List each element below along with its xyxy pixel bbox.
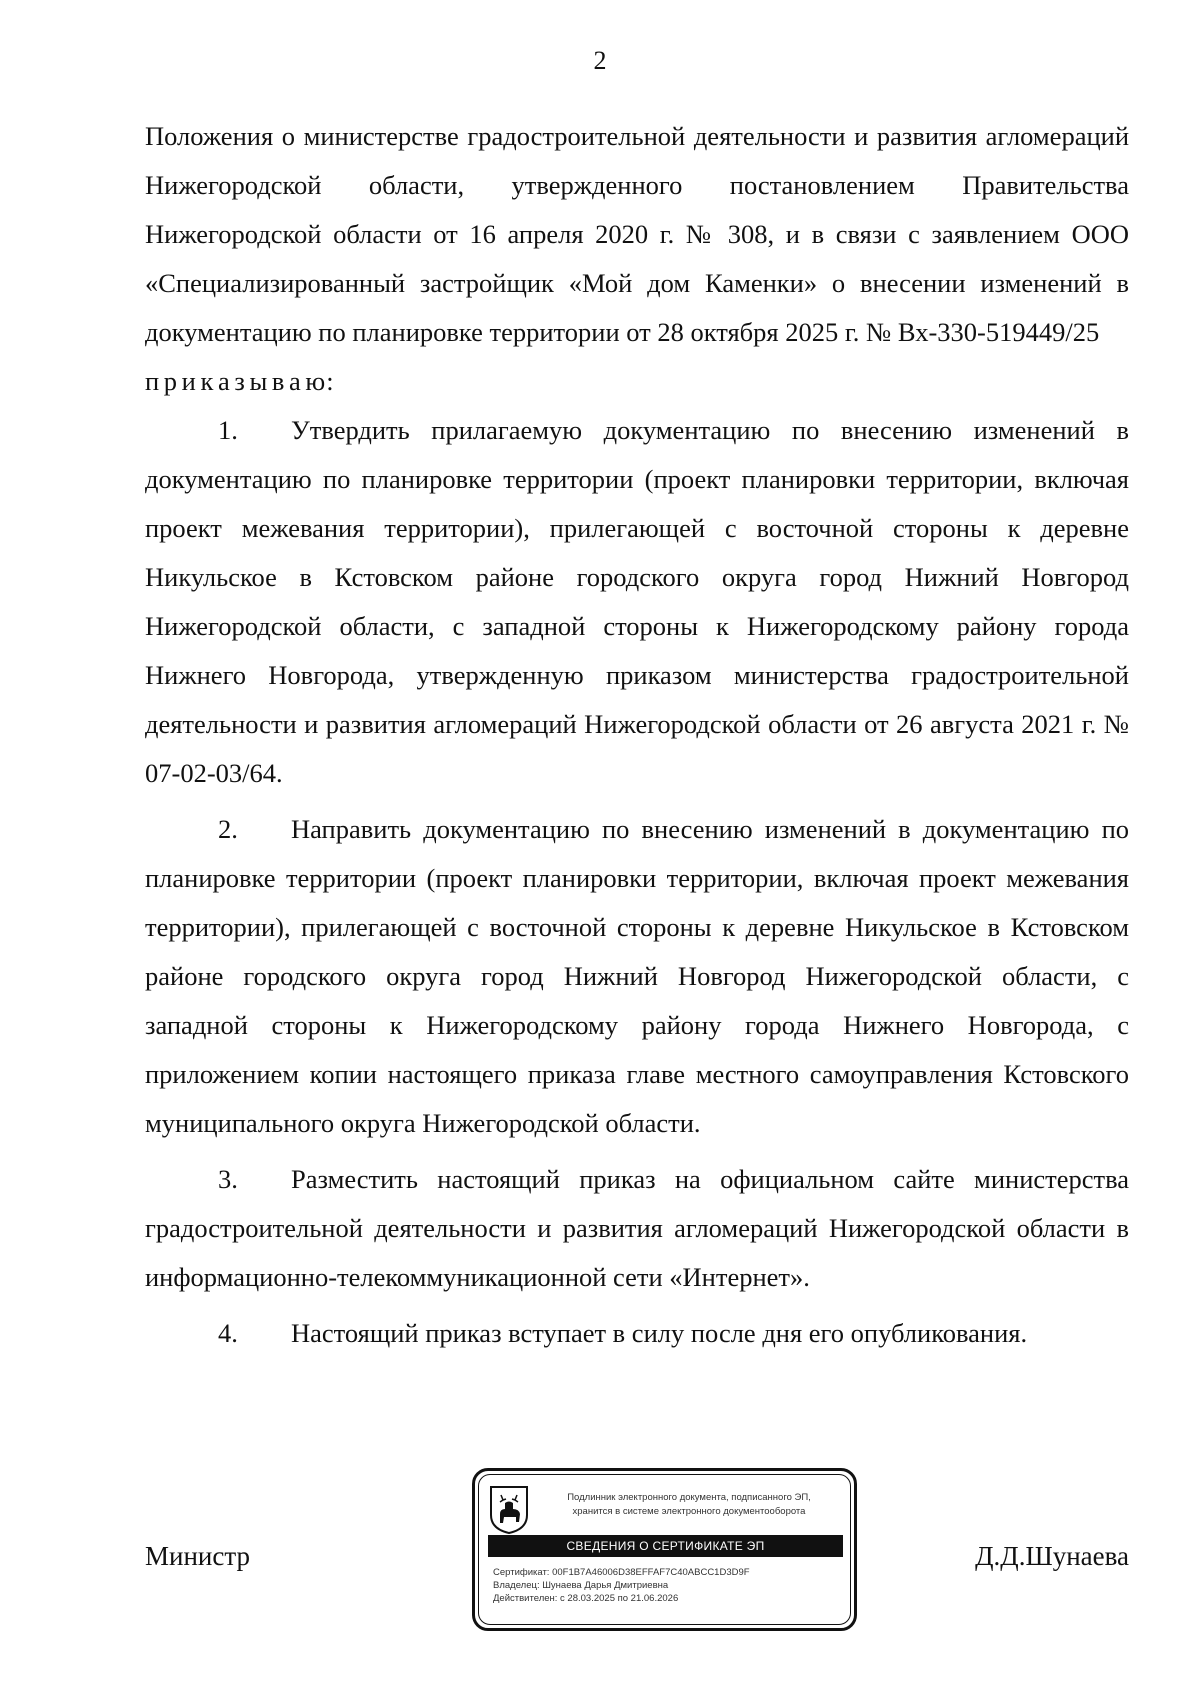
item-text: Утвердить прилагаемую документацию по внесению изменений в документацию по планировке территории (проект планировки территории, включая проект межевания территории), прилегающей с восточной стороны к деревне Никульское в Кстовском районе городского округа город Нижний Новгород Нижегородской области, с западной стороны к Нижегородскому району города Нижнего Новгорода, утвержденную приказом министерства градостроительной деятельности и развития агломераций Нижегородской области от 26 августа 2021 г. № 07-02-03/64. (145, 415, 1129, 788)
list-item (145, 406, 1129, 798)
stamp-header: СВЕДЕНИЯ О СЕРТИФИКАТЕ ЭП (488, 1535, 843, 1557)
item-number: 3. (218, 1164, 238, 1194)
item-number: 1. (218, 415, 238, 445)
deer-coat-of-arms-icon (489, 1485, 529, 1535)
item-number: 2. (218, 814, 238, 844)
certificate-number: Сертификат: 00F1B7A46006D38EFFAF7C40ABCC1D3D9F (493, 1567, 750, 1578)
order-word: п р и к а з ы в а ю: (145, 366, 335, 396)
stamp-note-line2: хранится в системе электронного документооборота (572, 1506, 806, 1517)
e-signature-stamp (472, 1468, 857, 1631)
stamp-note (539, 1491, 839, 1519)
stamp-details (493, 1566, 750, 1605)
certificate-owner: Владелец: Шунаева Дарья Дмитриевна (493, 1580, 669, 1591)
certificate-validity: Действителен: с 28.03.2025 по 21.06.2026 (493, 1593, 679, 1604)
list-item (145, 1309, 1129, 1358)
page-number: 2 (593, 46, 607, 75)
item-text: Разместить настоящий приказ на официальном сайте министерства градостроительной деятельности и развития агломераций Нижегородской области в информационно-телекоммуникационной сети «Интернет». (145, 1164, 1129, 1292)
signer-position: Министр (145, 1541, 250, 1571)
document-body (145, 112, 1129, 1358)
item-text: Настоящий приказ вступает в силу после дня его опубликования. (291, 1318, 1028, 1348)
list-item (145, 805, 1129, 1148)
item-number: 4. (218, 1318, 238, 1348)
signer-name: Д.Д.Шунаева (975, 1541, 1129, 1571)
stamp-note-line1: Подлинник электронного документа, подписанного ЭП, (567, 1492, 811, 1503)
item-text: Направить документацию по внесению изменений в документацию по планировке территории (проект планировки территории, включая проект межевания территории), прилегающей с восточной стороны к деревне Никульское в Кстовском районе городского округа город Нижний Новгород Нижегородской области, с западной стороны к Нижегородскому району города Нижнего Новгорода, с приложением копии настоящего приказа главе местного самоуправления Кстовского муниципального округа Нижегородской области. (145, 814, 1129, 1138)
intro-paragraph: Положения о министерстве градостроительной деятельности и развития агломераций Нижегородской области, утвержденного постановлением Правительства Нижегородской области от 16 апреля 2020 г. № 308, и в связи с заявлением ООО «Специализированный застройщик «Мой дом Каменки» о внесении изменений в документацию по планировке территории от 28 октября 2025 г. № Вх-330-519449/25 (145, 121, 1129, 347)
list-item (145, 1155, 1129, 1302)
